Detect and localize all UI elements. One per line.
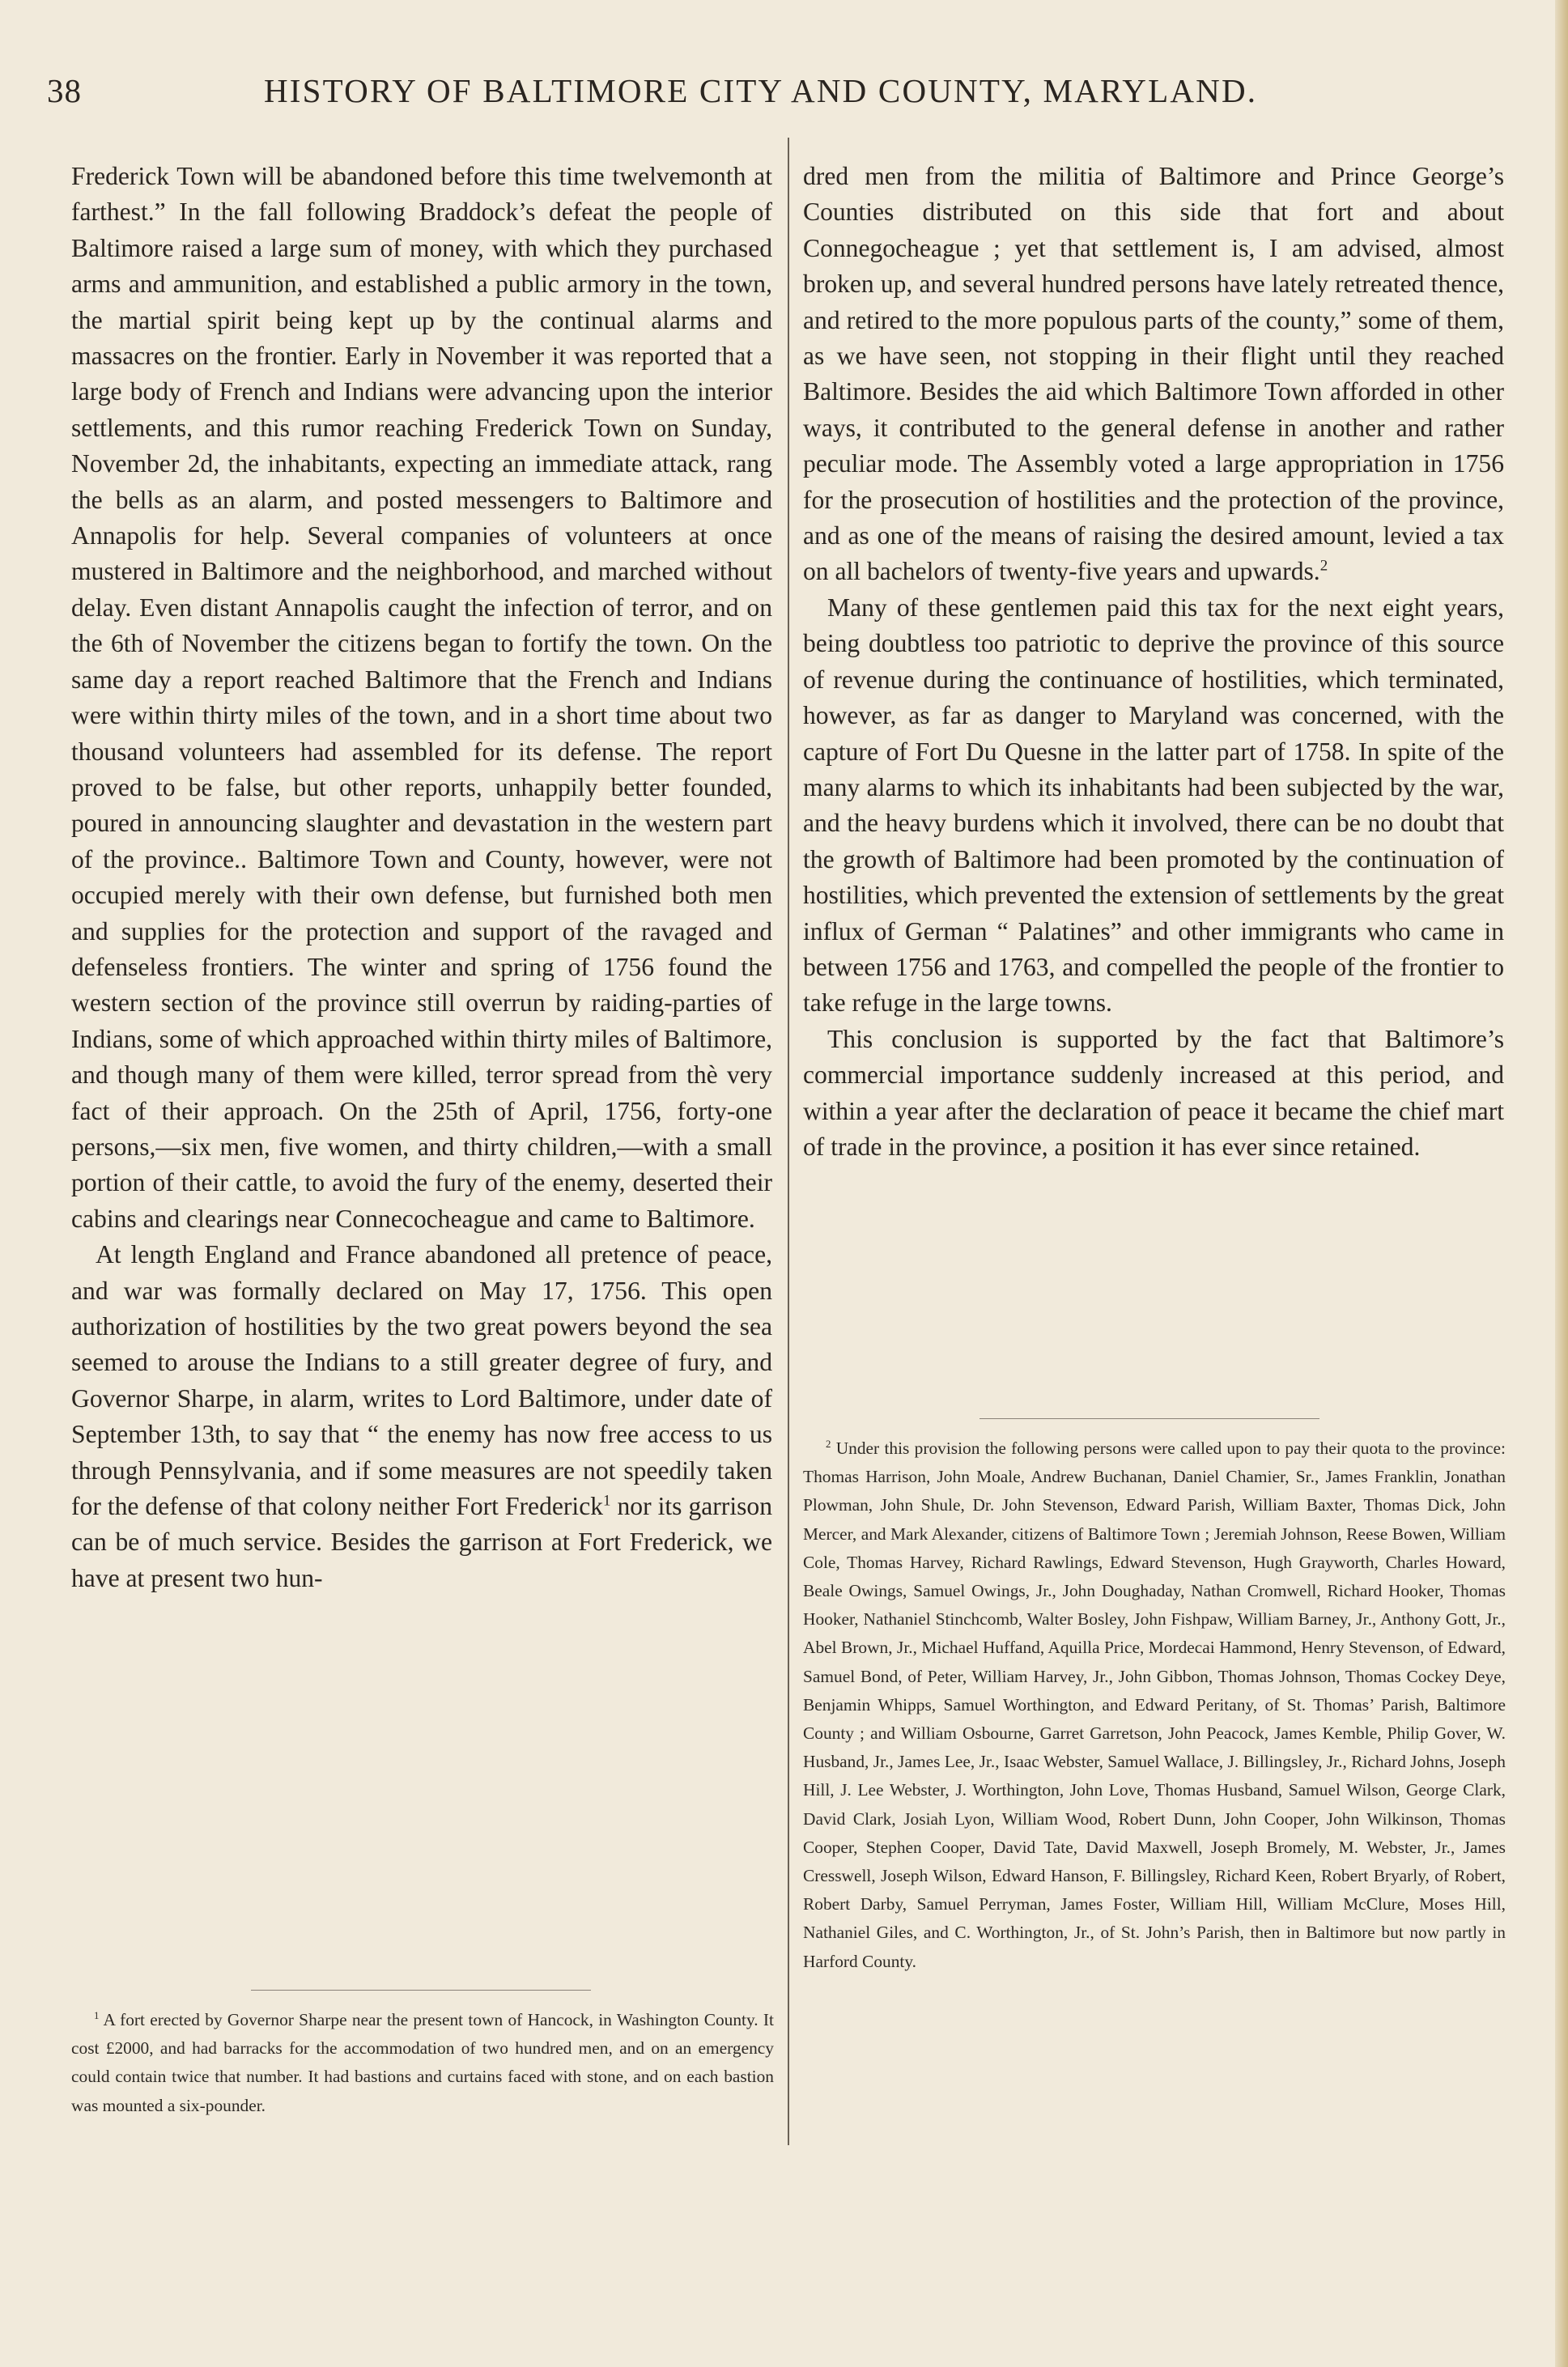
footnote-marker: 1: [94, 2009, 100, 2021]
footnote-2: [803, 1434, 1506, 1976]
footnote-rule: [979, 1418, 1319, 1419]
column-divider: [788, 138, 789, 2145]
running-header: [47, 71, 1310, 120]
body-paragraph: Frederick Town will be abandoned before this time twelvemonth at farthest.” In the fall following Braddock’s defeat the people of Baltimore raised a large sum of money, with which they purchased arms and ammunition, and established a public armory in the town, the martial spirit being kept up by the continual alarms and massacres on the frontier. Early in November it was reported that a large body of French and Indians were advancing upon the interior settlements, and this rumor reaching Frederick Town on Sunday, November 2d, the inhabitants, expecting an immediate attack, rang the bells as an alarm, and posted messengers to Baltimore and Annapolis for help. Several companies of volunteers at once mustered in Baltimore and the neighborhood, and marched without delay. Even distant Annapolis caught the infection of terror, and on the 6th of November the citizens began to fortify the town. On the same day a report reached Baltimore that the French and Indians were within thirty miles of the town, and in a short time about two thousand volunteers had assembled for its defense. The report proved to be false, but other reports, unhappily better founded, poured in announcing slaughter and devastation in the western part of the province.. Baltimore Town and County, however, were not occupied merely with their own defense, but furnished both men and supplies for the protection and support of the ravaged and defenseless frontiers. The winter and spring of 1756 found the western section of the province still overrun by raiding-parties of Indians, some of which approached within thirty miles of Baltimore, and though many of them were killed, terror spread from thè very fact of their approach. On the 25th of April, 1756, forty-one persons,—six men, five women, and thirty children,—with a small portion of their cattle, to avoid the fury of the enemy, deserted their cabins and clearings near Connecocheague and came to Baltimore.: [71, 162, 773, 1233]
body-paragraph: Many of these gentlemen paid this tax for the next eight years, being doubtless too patriotic to deprive the province of this source of revenue during the continuance of hostilities, which terminated, however, as far as danger to Maryland was concerned, with the capture of Fort Du Quesne in the latter part of 1758. In spite of the many alarms to which its inhabitants had been subjected by the war, and the heavy burdens which it involved, there can be no doubt that the growth of Baltimore had been promoted by the continuation of hostilities, which prevented the extension of settlements by the great influx of German “ Palatines” and other immigrants who came in between 1756 and 1763, and compelled the people of the frontier to take refuge in the large towns.: [803, 593, 1504, 1018]
footnote-reference: 1: [603, 1492, 611, 1510]
page-number: 38: [47, 72, 82, 109]
running-title: HISTORY OF BALTIMORE CITY AND COUNTY, MARYLAND.: [264, 72, 1258, 109]
paragraph-text: nor its garrison can be of much service. Besides the garrison at Fort Frederick, we have at present two hun-: [71, 1492, 772, 1592]
body-paragraph: [803, 159, 1504, 590]
body-paragraph: This conclusion is supported by the fact that Baltimore’s commercial importance suddenly increased at this period, and within a year after the declaration of peace it became the chief mart of trade in the province, a position it has ever since retained.: [803, 1024, 1504, 1161]
paragraph-text: dred men from the militia of Baltimore and Prince George’s Counties distributed on this side that fort and about Connegocheague ; yet that settlement is, I am advised, almost broken up, and several hundred persons have lately retreated thence, and retired to the more populous parts of the county,” some of them, as we have seen, not stopping in their flight until they reached Baltimore. Besides the aid which Baltimore Town afforded in other ways, it contributed to the general defense in another and rather peculiar mode. The Assembly voted a large appropriation in 1756 for the prosecution of hostilities and the protection of the province, and as one of the means of raising the desired amount, levied a tax on all bachelors of twenty-five years and upwards.: [803, 162, 1504, 586]
body-paragraph: [71, 1237, 772, 1596]
footnote-rule: [251, 1990, 591, 1991]
footnote-reference: 2: [1319, 557, 1328, 575]
footnote-text: Under this provision the following persons were called upon to pay their quota to the province: Thomas Harrison, John Moale, Andrew Buchanan, Daniel Chamier, Sr., James Franklin, Jonathan Plowman, John Shule, Dr. John Stevenson, Edward Parish, William Baxter, Thomas Dick, John Mercer, and Mark Alexander, citizens of Baltimore Town ; Jeremiah Johnson, Reese Bowen, William Cole, Thomas Harvey, Richard Rawlings, Edward Stevenson, Hugh Grayworth, Charles Howard, Beale Owings, Samuel Owings, Jr., John Doughaday, Nathan Cromwell, Richard Hooker, Thomas Hooker, Nathaniel Stinchcomb, Walter Bosley, John Fishpaw, William Barney, Jr., Anthony Gott, Jr., Abel Brown, Jr., Michael Huffand, Aquilla Price, Mordecai Hammond, Henry Stevenson, of Edward, Samuel Bond, of Peter, William Harvey, Jr., John Gibbon, Thomas Johnson, Thomas Cockey Deye, Benjamin Whipps, Samuel Worthington, and Edward Peritany, of St. Thomas’ Parish, Baltimore County ; and William Osbourne, Garret Garretson, John Peacock, James Kemble, Philip Gover, W. Husband, Jr., James Lee, Jr., Isaac Webster, Samuel Wallace, J. Billingsley, Jr., Richard Johns, Joseph Hill, J. Lee Webster, J. Worthington, John Love, Thomas Husband, Samuel Wilson, George Clark, David Clark, Josiah Lyon, William Wood, Robert Dunn, John Cooper, John Wilkinson, Thomas Cooper, Stephen Cooper, David Tate, David Maxwell, Joseph Bromely, M. Webster, Jr., James Cresswell, Joseph Wilson, Edward Hanson, F. Billingsley, Richard Keen, Robert Bryarly, of Robert, Robert Darby, Samuel Perryman, James Foster, William Hill, William McClure, Moses Hill, Nathaniel Giles, and C. Worthington, Jr., of St. John’s Parish, then in Baltimore but now partly in Harford County.: [803, 1438, 1506, 1971]
right-column: [803, 159, 1504, 1165]
page-edge: [1555, 0, 1568, 2367]
paragraph-text: At length England and France abandoned all pretence of peace, and war was formally declared on May 17, 1756. This open authorization of hostilities by the two great powers beyond the sea seemed to arouse the Indians to a still greater degree of fury, and Governor Sharpe, in alarm, writes to Lord Baltimore, under date of September 13th, to say that “ the enemy has now free access to us through Pennsylvania, and if some measures are not speedily taken for the defense of that colony neither Fort Frederick: [71, 1240, 772, 1521]
left-column: [71, 159, 772, 1596]
footnote-1: [71, 2006, 774, 2120]
footnote-text: A fort erected by Governor Sharpe near the present town of Hancock, in Washington County. It cost £2000, and had barracks for the accommodation of two hundred men, and on an emergency could contain twice that number. It had bastions and curtains faced with stone, and on each bastion was mounted a six-pounder.: [71, 2010, 774, 2115]
footnote-marker: 2: [826, 1438, 831, 1450]
